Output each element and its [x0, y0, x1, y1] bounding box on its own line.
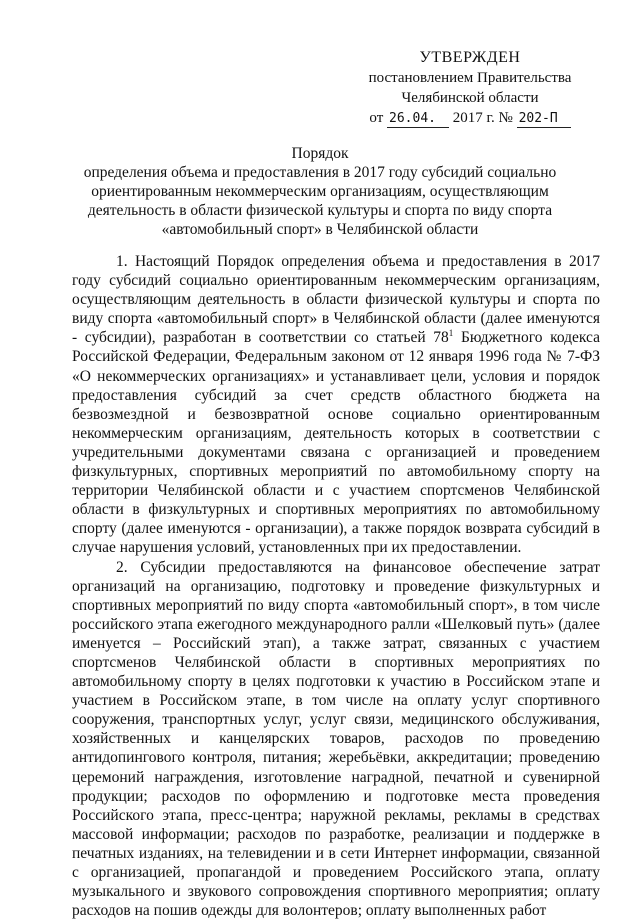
approval-line-1: постановлением Правительства [330, 68, 610, 88]
approval-date: 26.04. [387, 111, 449, 128]
year-text: 2017 г. № [453, 110, 513, 126]
approval-date-line [330, 108, 610, 128]
title-text: определения объема и предоставления в 2017 году субсидий социально ориентированным некоммерческим организациям, осуществляющим деятельность в области физической культуры и спорта по виду спорта «автомобильный спорт» в Челябинской области [84, 164, 557, 238]
paragraph-1 [72, 252, 600, 558]
paragraph-2: 2. Субсидии предоставляются на финансовое обеспечение затрат организаций на организацию, подготовку и проведение физкультурных и спортивных мероприятий по виду спорта «автомобильный спорт», в том числе российского этапа ежегодного международного ралли «Шелковый путь» (далее именуется – Российский этап), а также затрат, связанных с участием спортсменов Челябинской области в спортивных мероприятиях по автомобильному спорту в целях подготовки к участию в Российском этапе и участием в Российском этапе, в том числе на оплату услуг спортивного сооружения, транспортных услуг, услуг связи, медицинского обслуживания, хозяйственных и канцелярских товаров, расходов по проведению антидопингового контроля, питания; жеребьёвки, аккредитации; проведению церемоний награждения, изготовление наградной, печатной и сувенирной продукции; расходов по оформлению и подготовке места проведения Российского этапа, пресс-центра; наружной рекламы, рекламы в средствах массовой информации; расходов по разработке, реализации и поддержке в печатных изданиях, на телевидении и в сети Интернет информации, связанной с организацией, пропагандой и проведением Российского этапа, оплату музыкального и звукового сопровождения спортивного мероприятия; оплату расходов на пошив одежды для волонтеров; оплату выполненных работ [72, 558, 600, 920]
paragraph-1-text-a: 1. Настоящий Порядок определения объема и предоставления в 2017 году субсидий социально ориентированным некоммерческим организациям, осуществляющим деятельность в области физической культуры и спорта по виду спорта «автомобильный спорт» в Челябинской области (далее именуются - субсидии), разработан в соответствии со статьей 78 [72, 253, 600, 346]
paragraph-1-text-b: Бюджетного кодекса Российской Федерации, Федеральным законом от 12 января 1996 года № 7-ФЗ «О некоммерческих организациях» и устанавливает цели, условия и порядок предоставления субсидий за счет средств областного бюджета на безвозмездной и безвозвратной основе социально ориентированным некоммерческим организациям, деятельность которых в соответствии с учредительными документами связана с организацией и проведением физкультурных, спортивных мероприятий по автомобильному спорту на территории Челябинской области и с участием спортсменов Челябинской области в физкультурных и спортивных мероприятиях по автомобильному спорту (далее именуются - организации), а также порядок возврата субсидий в случае нарушения условий, установленных при их предоставлении. [72, 329, 600, 556]
approval-number: 202-П [517, 111, 571, 128]
approval-line-2: Челябинской области [330, 88, 610, 108]
title-name: Порядок [70, 144, 570, 163]
approval-block [330, 48, 610, 128]
date-prefix: от [369, 110, 383, 126]
document-body [72, 252, 600, 920]
document-title [70, 144, 570, 239]
approval-stamp: УТВЕРЖДЕН [330, 48, 610, 68]
article-superscript: 1 [449, 328, 454, 338]
